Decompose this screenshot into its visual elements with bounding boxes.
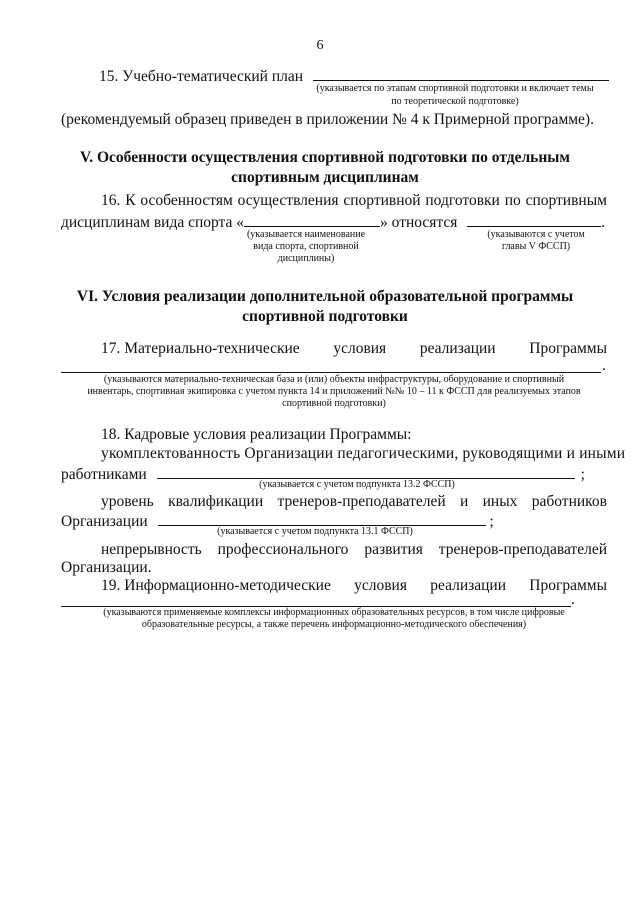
item-16-line-1-word: по: [504, 192, 521, 209]
continuity-line-1: [101, 541, 607, 559]
staff-note: (указывается с учетом подпункта 13.2 ФССП): [259, 479, 455, 490]
item-16-line-1-word: 16.: [101, 192, 121, 209]
item-18-label: 18. Кадровые условия реализации Программы:: [101, 426, 412, 443]
item-17-line-1: [101, 340, 607, 358]
item-16-note-left-2: вида спорта, спортивной: [253, 241, 359, 252]
item-16-note-right-2: главы V ФССП): [501, 241, 571, 252]
item-19-line-1-word: реализации: [430, 577, 507, 594]
item-16-line-2-start: дисциплинам вида спорта «: [61, 214, 245, 231]
item-15-note-2: по теоретической подготовке): [391, 96, 519, 107]
qualification-line-1-word: тренеров-преподавателей: [277, 493, 446, 510]
item-16-line-1-word: К: [125, 192, 136, 209]
item-16-note-right-1: (указываются с учетом: [487, 229, 585, 240]
item-19-note-2: образовательные ресурсы, а также перечень информационно-методического обеспечения): [141, 619, 527, 630]
item-17-line-1-word: реализации: [419, 340, 496, 357]
staffing-blank: [157, 464, 575, 479]
continuity-line-2: Организации.: [61, 559, 152, 576]
qualification-note: (указывается с учетом подпункта 13.1 ФССП): [217, 526, 413, 537]
item-16-line-1: [101, 192, 607, 210]
item-19-end: .: [571, 591, 575, 608]
item-16-line-1-word: особенностям: [140, 192, 233, 209]
qualification-line-1-word: квалификации: [168, 493, 264, 510]
staff-line-2-end: ;: [580, 466, 585, 483]
item-17-note-1: (указываются материально-техническая база и (или) объекты инфраструктуры, оборудование и спортивный: [103, 374, 565, 385]
section-6-title-line-2: спортивной подготовки: [242, 308, 408, 325]
item-16-line-1-word: подготовки: [425, 192, 500, 209]
item-19-line-1-word: Программы: [529, 577, 607, 594]
qualification-line-1: [101, 493, 607, 511]
item-15-blank: [313, 66, 609, 81]
item-16-line-1-word: осуществления: [237, 192, 339, 209]
item-17-line-1-word: 17. Материально-технические: [101, 340, 300, 357]
page-number: 6: [316, 38, 324, 53]
staff-line-2-start: работниками: [61, 466, 147, 483]
section-5-title-line-1: V. Особенности осуществления спортивной подготовки по отдельным: [80, 149, 570, 166]
item-16-line-2-mid: » относятся: [380, 214, 458, 231]
item-17-blank: [61, 372, 601, 373]
qualification-line-1-word: работников: [531, 493, 607, 510]
staff-line-1: укомплектованность Организации педагогическими, руководящими и иными: [101, 445, 626, 462]
qualification-line-2-end: ;: [489, 513, 494, 530]
section-6-title-line-1: VI. Условия реализации дополнительной образовательной программы: [76, 288, 574, 305]
continuity-line-1-word: непрерывность: [101, 541, 202, 558]
item-17-note-2: инвентарь, спортивная экипировка с учетом пункта 14 и приложений №№ 10 – 11 к ФССП для реализуемых этапов: [87, 386, 581, 397]
item-15-label: 15. Учебно-тематический план: [99, 68, 304, 85]
qualification-line-1-word: уровень: [101, 493, 154, 510]
section-5-title-line-2: спортивным дисциплинам: [231, 169, 419, 186]
item-16-line-1-word: спортивным: [525, 192, 607, 209]
continuity-line-1-word: развития: [364, 541, 423, 558]
item-16-note-left-3: дисциплины): [277, 253, 335, 264]
qualification-blank: [158, 511, 486, 526]
item-19-line-1-word: условия: [354, 577, 407, 594]
features-blank: [467, 212, 601, 227]
item-19-note-1: (указываются применяемые комплексы информационных образовательных ресурсов, в том числе цифровые: [103, 607, 565, 618]
sport-name-blank: [244, 212, 380, 227]
item-15-continuation: (рекомендуемый образец приведен в приложении № 4 к Примерной программе).: [61, 111, 594, 128]
item-16-line-2-end: .: [601, 214, 606, 231]
item-17-line-1-word: условия: [333, 340, 387, 357]
item-19-line-1: [101, 577, 607, 595]
continuity-line-1-word: профессионального: [217, 541, 349, 558]
qualification-line-2-start: Организации: [61, 513, 148, 530]
item-17-line-1-word: Программы: [529, 340, 607, 357]
qualification-line-1-word: и: [460, 493, 469, 510]
continuity-line-1-word: тренеров-преподавателей: [438, 541, 607, 558]
item-16-note-left-1: (указывается наименование: [246, 229, 366, 240]
item-17-end: .: [602, 357, 606, 374]
item-19-line-1-word: 19. Информационно-методические: [101, 577, 331, 594]
item-15-note-1: (указывается по этапам спортивной подготовки и включает темы: [316, 83, 594, 94]
item-17-note-3: спортивной подготовки): [282, 398, 386, 409]
qualification-line-1-word: иных: [482, 493, 518, 510]
item-16-line-1-word: спортивной: [343, 192, 421, 209]
